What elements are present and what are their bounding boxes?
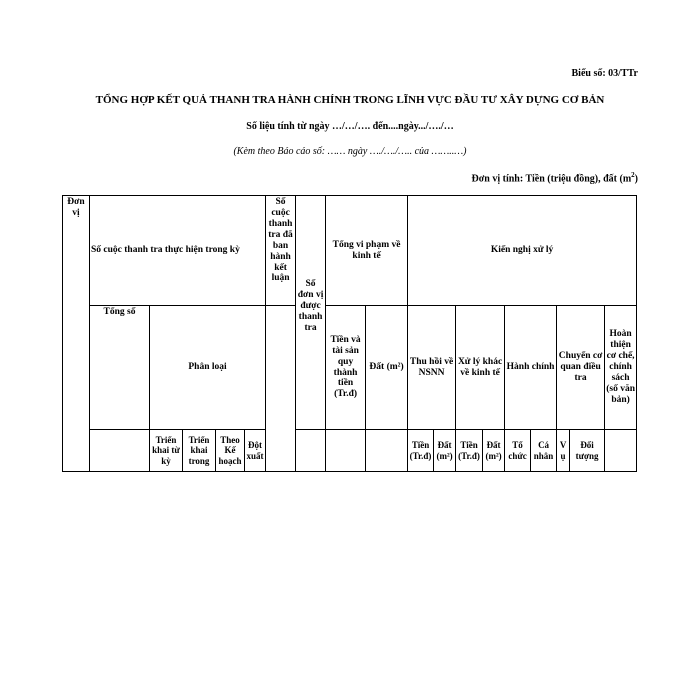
unit-text: Đơn vị tính: Tiền (triệu đồng), đất (m (471, 173, 632, 185)
header-transfer-investigation: Chuyển cơ quan điều tra (557, 306, 605, 430)
header-deploy-in: Triển khai trong (183, 430, 216, 472)
header-recover-state: Thu hồi về NSNN (408, 306, 456, 430)
header-other-econ: Xử lý khác về kinh tế (456, 306, 505, 430)
header-surprise: Đột xuất (245, 430, 266, 472)
header-money-recover: Tiền (Tr.đ) (408, 430, 434, 472)
header-deploy-prev: Triển khai từ kỳ (150, 430, 183, 472)
header-land-other: Đất (m²) (483, 430, 505, 472)
header-individual: Cá nhân (531, 430, 557, 472)
cell-policy-blank (605, 430, 637, 472)
spacer (297, 197, 324, 279)
report-title: TỔNG HỢP KẾT QUẢ THANH TRA HÀNH CHÍNH TRONG LĨNH VỰC ĐẦU TƯ XÂY DỰNG CƠ BẢN (95, 94, 605, 106)
unit-of-measure (472, 171, 638, 184)
unit-superscript: 2 (631, 171, 635, 179)
header-plan: Theo Kế hoạch (216, 430, 245, 472)
header-recommendations: Kiến nghị xử lý (408, 196, 637, 306)
header-units-inspected (296, 196, 326, 430)
header-case: Vụ (557, 430, 570, 472)
header-total: Tổng số (90, 306, 150, 430)
cell-units-blank (296, 430, 326, 472)
report-period: Số liệu tính từ ngày …/…/…. đến....ngày.../…./… (246, 121, 454, 132)
cell-money-assets-blank (326, 430, 366, 472)
header-classification: Phân loại (150, 306, 266, 430)
cell-concluded-blank (266, 306, 296, 472)
header-improve-policy: Hoàn thiện cơ chế, chính sách (số văn bản) (605, 306, 637, 430)
unit-close: ) (634, 173, 638, 185)
header-land-recover: Đất (m²) (434, 430, 456, 472)
attachment-note: (Kèm theo Báo cáo số: …… ngày …./…./….. của ……..…) (233, 146, 467, 157)
form-code: Biểu số: 03/TTr (571, 68, 638, 79)
header-inspections: Số cuộc thanh tra thực hiện trong kỳ (90, 196, 266, 306)
header-money-assets: Tiền và tài sản quy thành tiền (Tr.đ) (326, 306, 366, 430)
header-administrative: Hành chính (505, 306, 557, 430)
header-violations: Tổng vi phạm về kinh tế (326, 196, 408, 306)
cell-land-blank (366, 430, 408, 472)
header-organization: Tổ chức (505, 430, 531, 472)
header-subjects: Đối tượng (570, 430, 605, 472)
header-land-violation: Đất (m²) (366, 306, 408, 430)
header-concluded: Số cuộc thanh tra đã ban hành kết luận (266, 196, 296, 306)
header-unit: Đơn vị (63, 196, 90, 472)
cell-total-blank (90, 430, 150, 472)
report-table (62, 195, 637, 472)
header-units-inspected-label: Số đơn vị được thanh tra (297, 279, 324, 333)
header-money-other: Tiền (Tr.đ) (456, 430, 483, 472)
